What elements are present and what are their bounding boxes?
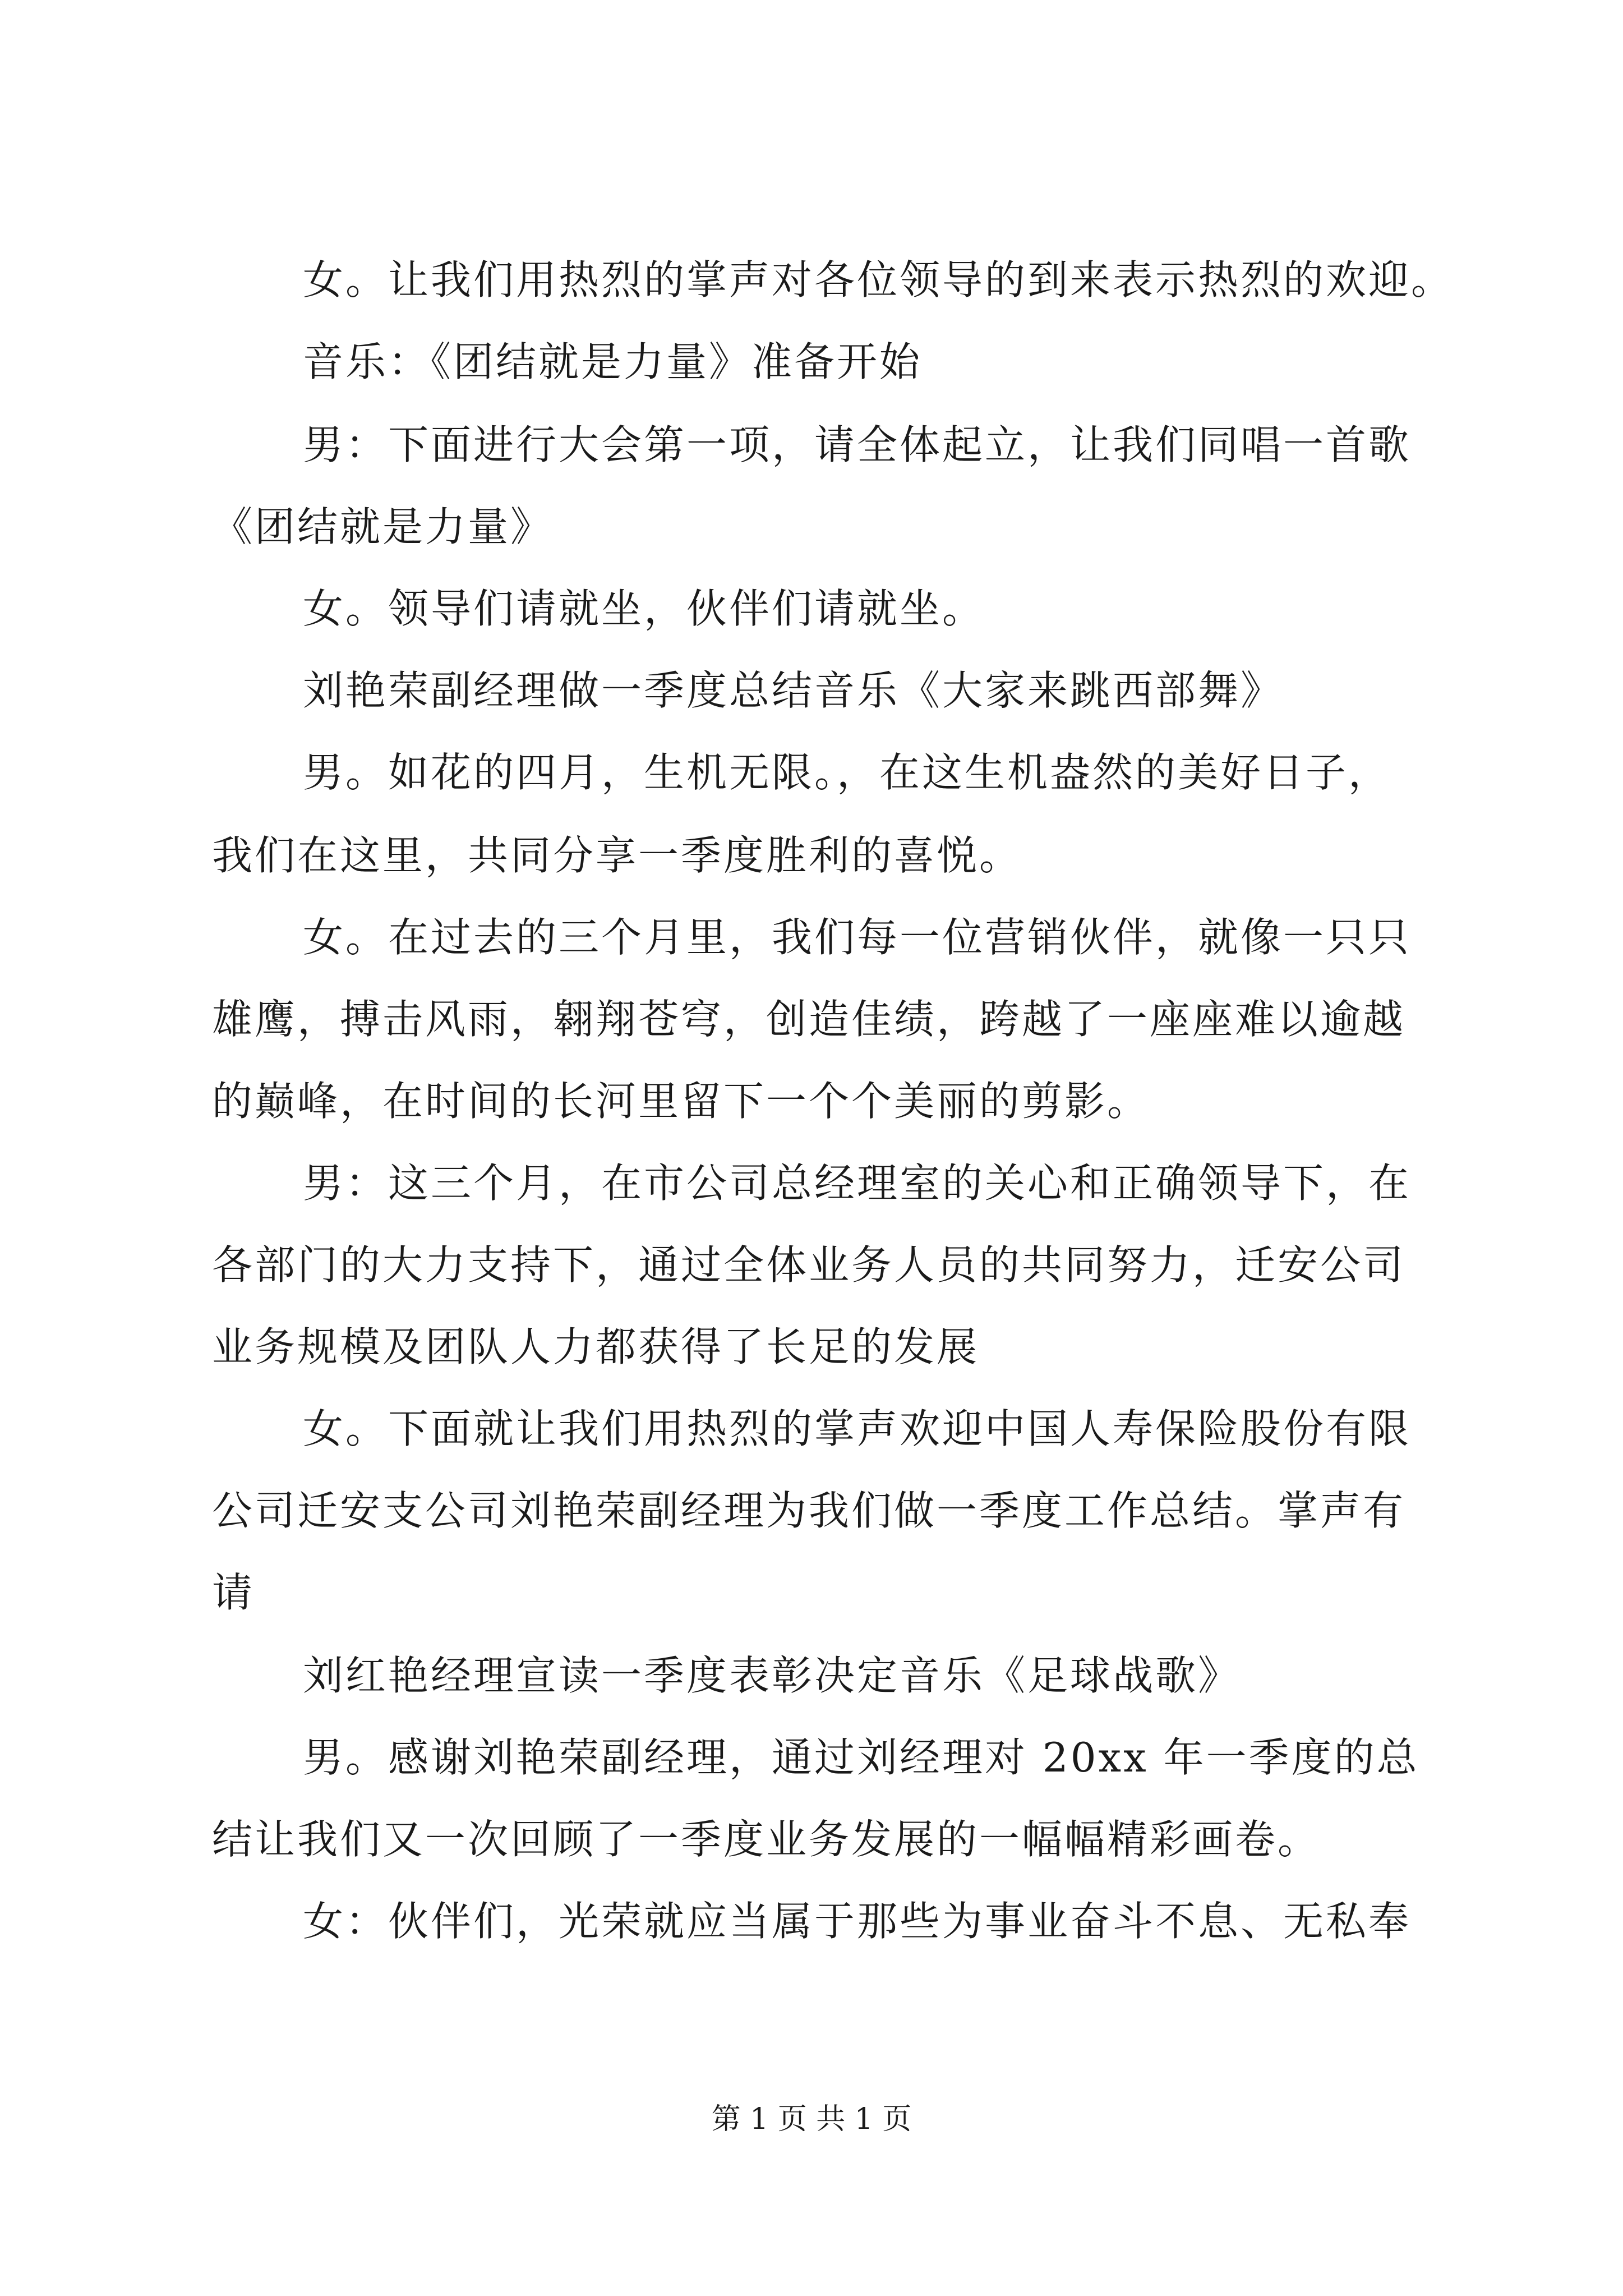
text-line-1: 女。让我们用热烈的掌声对各位领导的到来表示热烈的欢迎。	[303, 256, 1454, 303]
text-line-21: 女：伙伴们，光荣就应当属于那些为事业奋斗不息、无私奉	[303, 1898, 1412, 1945]
text-line-9: 女。在过去的三个月里，我们每一位营销伙伴，就像一只只	[303, 914, 1412, 961]
text-line-6: 刘艳荣副经理做一季度总结音乐《大家来跳西部舞》	[303, 667, 1284, 714]
page-footer: 第 1 页 共 1 页	[711, 2102, 912, 2136]
text-line-20: 结让我们又一次回顾了一季度业务发展的一幅幅精彩画卷。	[212, 1816, 1321, 1863]
text-line-18: 刘红艳经理宣读一季度表彰决定音乐《足球战歌》	[303, 1652, 1241, 1699]
text-line-10: 雄鹰，搏击风雨，翱翔苍穹，创造佳绩，跨越了一座座难以逾越	[212, 996, 1406, 1043]
text-line-3: 男：下面进行大会第一项，请全体起立，让我们同唱一首歌	[303, 421, 1412, 468]
text-line-4: 《团结就是力量》	[212, 503, 554, 550]
text-line-5: 女。领导们请就坐，伙伴们请就坐。	[303, 585, 985, 632]
text-line-11: 的巅峰，在时间的长河里留下一个个美丽的剪影。	[212, 1078, 1150, 1125]
text-line-17: 请	[212, 1569, 255, 1616]
text-line-19: 男。感谢刘艳荣副经理，通过刘经理对 20xx 年一季度的总	[303, 1734, 1419, 1781]
text-line-8: 我们在这里，共同分享一季度胜利的喜悦。	[212, 832, 1022, 879]
text-line-16: 公司迁安支公司刘艳荣副经理为我们做一季度工作总结。掌声有	[212, 1487, 1406, 1534]
text-line-7: 男。如花的四月，生机无限。，在这生机盎然的美好日子，	[303, 749, 1391, 796]
text-line-12: 男：这三个月，在市公司总经理室的关心和正确领导下，在	[303, 1159, 1412, 1207]
text-line-14: 业务规模及团队人力都获得了长足的发展	[212, 1323, 980, 1370]
text-line-2: 音乐：《团结就是力量》准备开始	[303, 338, 923, 385]
text-line-15: 女。下面就让我们用热烈的掌声欢迎中国人寿保险股份有限	[303, 1405, 1412, 1452]
text-line-13: 各部门的大力支持下，通过全体业务人员的共同努力，迁安公司	[212, 1241, 1406, 1289]
